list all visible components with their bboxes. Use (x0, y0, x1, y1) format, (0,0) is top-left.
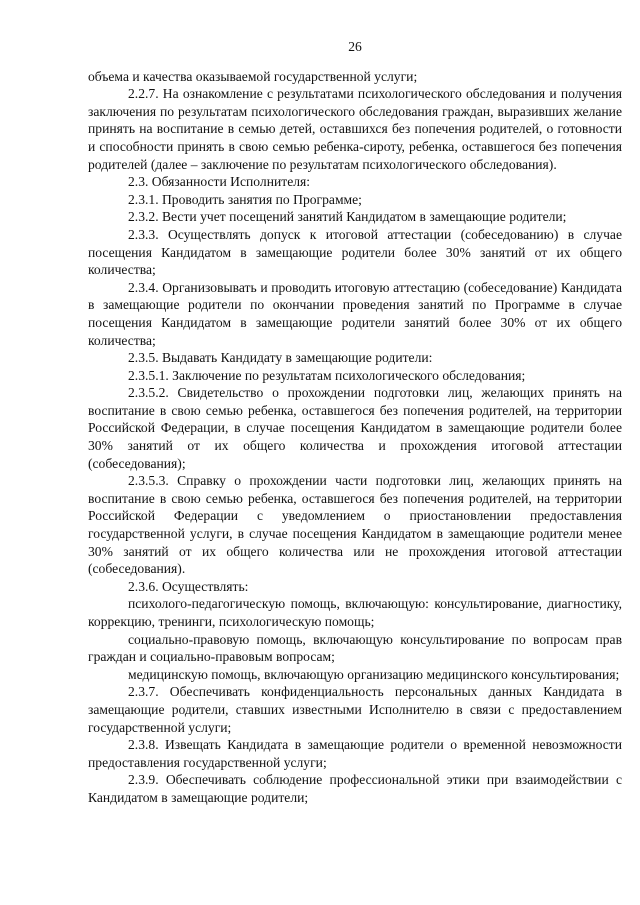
paragraph-2-3-5-2: 2.3.5.2. Свидетельство о прохождении подготовки лиц, желающих принять на воспитание в свою семью ребенка, оставшегося без попечения родителей, на территории Российской Федерации, в случае посещения Кандидатом в замещающие родители более 30% занятий от их общего количества и прохождения итоговой аттестации (собеседования); (88, 385, 622, 471)
paragraph-2-3-6-legal-help: социально-правовую помощь, включающую консультирование по вопросам прав граждан и социально-правовым вопросам; (88, 631, 622, 665)
paragraph-2-3-5-3: 2.3.5.3. Справку о прохождении части подготовки лиц, желающих принять на воспитание в свою семью ребенка, оставшегося без попечения родителей, на территории Российской Федерации с уведомлением о приостановлении предоставления государственной услуги, в случае посещения Кандидатом в замещающие родители менее 30% занятий от их общего количества или не прохождения итоговой аттестации (собеседования). (88, 473, 622, 577)
paragraph-2-3-5-1: 2.3.5.1. Заключение по результатам психологического обследования; (128, 367, 526, 383)
paragraph-2-3-6-psych-help: психолого-педагогическую помощь, включающую: консультирование, диагностику, коррекцию, тренинги, психологическую помощь; (88, 596, 622, 629)
paragraph-2-3-7: 2.3.7. Обеспечивать конфиденциальность персональных данных Кандидата в замещающие родители, ставших известными Исполнителю в связи с предоставлением государственной услуги; (88, 684, 622, 735)
document-page (88, 38, 622, 807)
paragraph-2-3-1: 2.3.1. Проводить занятия по Программе; (128, 191, 362, 207)
paragraph-2-3-4: 2.3.4. Организовывать и проводить итоговую аттестацию (собеседование) Кандидата в замещающие родители по окончании проведения занятий по Программе в случае посещения Кандидатом в замещающие родители занятий более 30% от их общего количества; (88, 279, 622, 348)
paragraph-2-3-6: 2.3.6. Осуществлять: (128, 578, 249, 594)
heading-2-3-obligations: 2.3. Обязанности Исполнителя: (128, 174, 311, 190)
paragraph-2-3-5: 2.3.5. Выдавать Кандидату в замещающие родители: (128, 350, 433, 366)
paragraph-2-3-2: 2.3.2. Вести учет посещений занятий Кандидатом в замещающие родители; (128, 209, 567, 225)
paragraph-continuation: объема и качества оказываемой государственной услуги; (88, 68, 418, 84)
paragraph-2-3-9: 2.3.9. Обеспечивать соблюдение профессиональной этики при взаимодействии с Кандидатом в замещающие родители; (88, 772, 622, 805)
page-number: 26 (348, 39, 362, 54)
paragraph-2-3-8: 2.3.8. Извещать Кандидата в замещающие родители о временной невозможности предоставления государственной услуги; (88, 737, 622, 770)
paragraph-2-3-6-medical-help: медицинскую помощь, включающую организацию медицинского консультирования; (128, 666, 620, 682)
paragraph-2-3-3: 2.3.3. Осуществлять допуск к итоговой аттестации (собеседованию) в случае посещения Кандидатом в замещающие родители более 30% занятий от их общего количества; (88, 226, 622, 278)
paragraph-2-2-7: 2.2.7. На ознакомление с результатами психологического обследования и получения заключения по результатам психологического обследования граждан, выразивших желание принять на воспитание в семью детей, оставшихся без попечения родителей, о готовности и способности принять в свою семью ребенка-сироту, ребенка, оставшегося без попечения родителей (далее – заключение по результатам психологического обследования). (88, 86, 622, 172)
